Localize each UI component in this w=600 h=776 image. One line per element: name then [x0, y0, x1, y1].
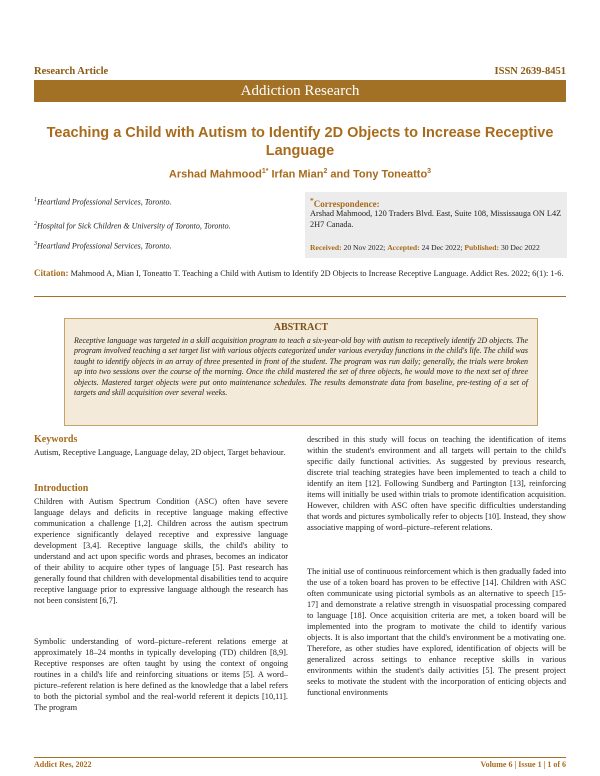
- issn: ISSN 2639-8451: [494, 66, 566, 77]
- author-sup: 3: [427, 168, 432, 175]
- intro-paragraph: Children with Autism Spectrum Condition (ASC) often have severe language delays and deficits in receptive language making effective communication a challenge [1,2]. Children across the autism spectrum experience significantly delayed receptive and expressive language development [3,4]. Receptive language skills, the child's ability to understand and act upon specific words and phrases, becomes an indicator of their ability to acquire other types of language [5]. Past research has generally found that children with developmental disabilities tend to acquire receptive language prior to expressive language although the research has not been consistent [6,7].: [34, 497, 288, 605]
- correspondence-address: Arshad Mahmood, 120 Traders Blvd. East, Suite 108, Mississauga ON L4Z 2H7 Canada.: [310, 209, 562, 229]
- abstract-heading: ABSTRACT: [273, 322, 329, 333]
- author-name: Irfan Mian: [271, 168, 324, 181]
- publication-dates: Received: 20 Nov 2022; Accepted: 24 Dec 2022; Published: 30 Dec 2022: [310, 243, 540, 252]
- footer-journal: Addict Res, 2022: [34, 760, 92, 769]
- abstract-text: Receptive language was targeted in a skill acquisition program to teach a six-year-old boy with autism to receptively identify 2D objects. The program involved teaching a set target list with various objects categorized under various everyday functions in the child's life. The child was taught to identify objects in an array of three presented in front of the student. The program was run daily; generally, the trials were broken up into two sessions over the course of the morning. Once the child mastered the set of three objects, he would move to the next set of three objects. Mastered target objects were put onto maintenance schedules. The results demonstrate data from baseline, pre-testing of a set of targets and skill acquisition over several weeks.: [74, 336, 528, 398]
- citation: Citation: Mahmood A, Mian I, Toneatto T. Teaching a Child with Autism to Identify 2D Objects to Increase Receptive Language. Addict Res. 2022; 6(1): 1-6.: [34, 268, 564, 278]
- affiliation: $^2$Hospital for Sick Children & University of Toronto, Toronto.: [34, 221, 231, 231]
- author-list: Arshad Mahmood$^{1*}$ Irfan Mian$^2$ and Tony Toneatto$^3$: [168, 168, 432, 181]
- affiliation: $^3$Heartland Professional Services, Toronto.: [34, 241, 172, 251]
- keywords-heading: Keywords: [34, 434, 78, 445]
- intro-paragraph: Symbolic understanding of word–picture–referent relations emerge at approximately 18–24 months in typically developing (TD) children [8,9]. Receptive responses are often taught by using the context of ongoing routines in a child's life and reinforcing situations or items [5]. A word–picture–referent relation is here defined as the knowledge that a label refers to both the pictorial symbol and the real-world referent it depicts [10,11]. The program: [34, 637, 288, 712]
- keywords-text: Autism, Receptive Language, Language delay, 2D object, Target behaviour.: [34, 448, 286, 457]
- journal-title-band: Addiction Research: [34, 80, 566, 102]
- body-paragraph: described in this study will focus on teaching the identification of items within the student's environment and all targets will pertain to the child's specific daily functional activities. As suggested by previous research, discrete trial teaching strategies have been implemented to teach a child to identify an item [12]. Following Sundberg and Partington [13], reinforcing items will initially be used within trials to promote identification acquisition. However, children with ASC often have specific difficulties understanding that words and pictures symbolically refer to objects [10]. Instead, they show associative mapping of word–picture–referent relations.: [307, 435, 566, 532]
- article-type: Research Article: [34, 66, 109, 77]
- author-name: Tony Toneatto: [353, 168, 428, 181]
- affiliation: $^1$Heartland Professional Services, Toronto.: [34, 197, 172, 207]
- footer-page-info: Volume 6 | Issue 1 | 1 of 6: [480, 760, 566, 769]
- author-name: Arshad Mahmood: [168, 168, 262, 181]
- author-sup: 2: [323, 168, 328, 175]
- introduction-heading: Introduction: [34, 483, 89, 494]
- body-paragraph: The initial use of continuous reinforcement which is then gradually faded into the use of a token board has proven to be effective [14]. Children with ASC often communicate using pictorial symbols as an alternative to speech [15-17] and demonstrate a relative strength in visuospatial processing compared to language [18]. Once acquisition criteria are met, a token board will be implemented into the program to motivate the child to identify various objects. It is also important that the child's environment be a motivating one. Therefore, as other studies have explored, identification of objects will be generalized across settings to enhance receptive skills in various environments within the student's daily activities [5]. The present project seeks to motivate the student with the incorporation of enticing objects and functional environments: [307, 567, 566, 697]
- author-sup: 1*: [261, 168, 269, 175]
- divider: [34, 296, 566, 297]
- correspondence-label: *Correspondence:: [310, 196, 380, 209]
- footer-divider: [34, 757, 566, 758]
- paper-title: Teaching a Child with Autism to Identify 2D Objects to Increase Receptive Language: [46, 125, 554, 159]
